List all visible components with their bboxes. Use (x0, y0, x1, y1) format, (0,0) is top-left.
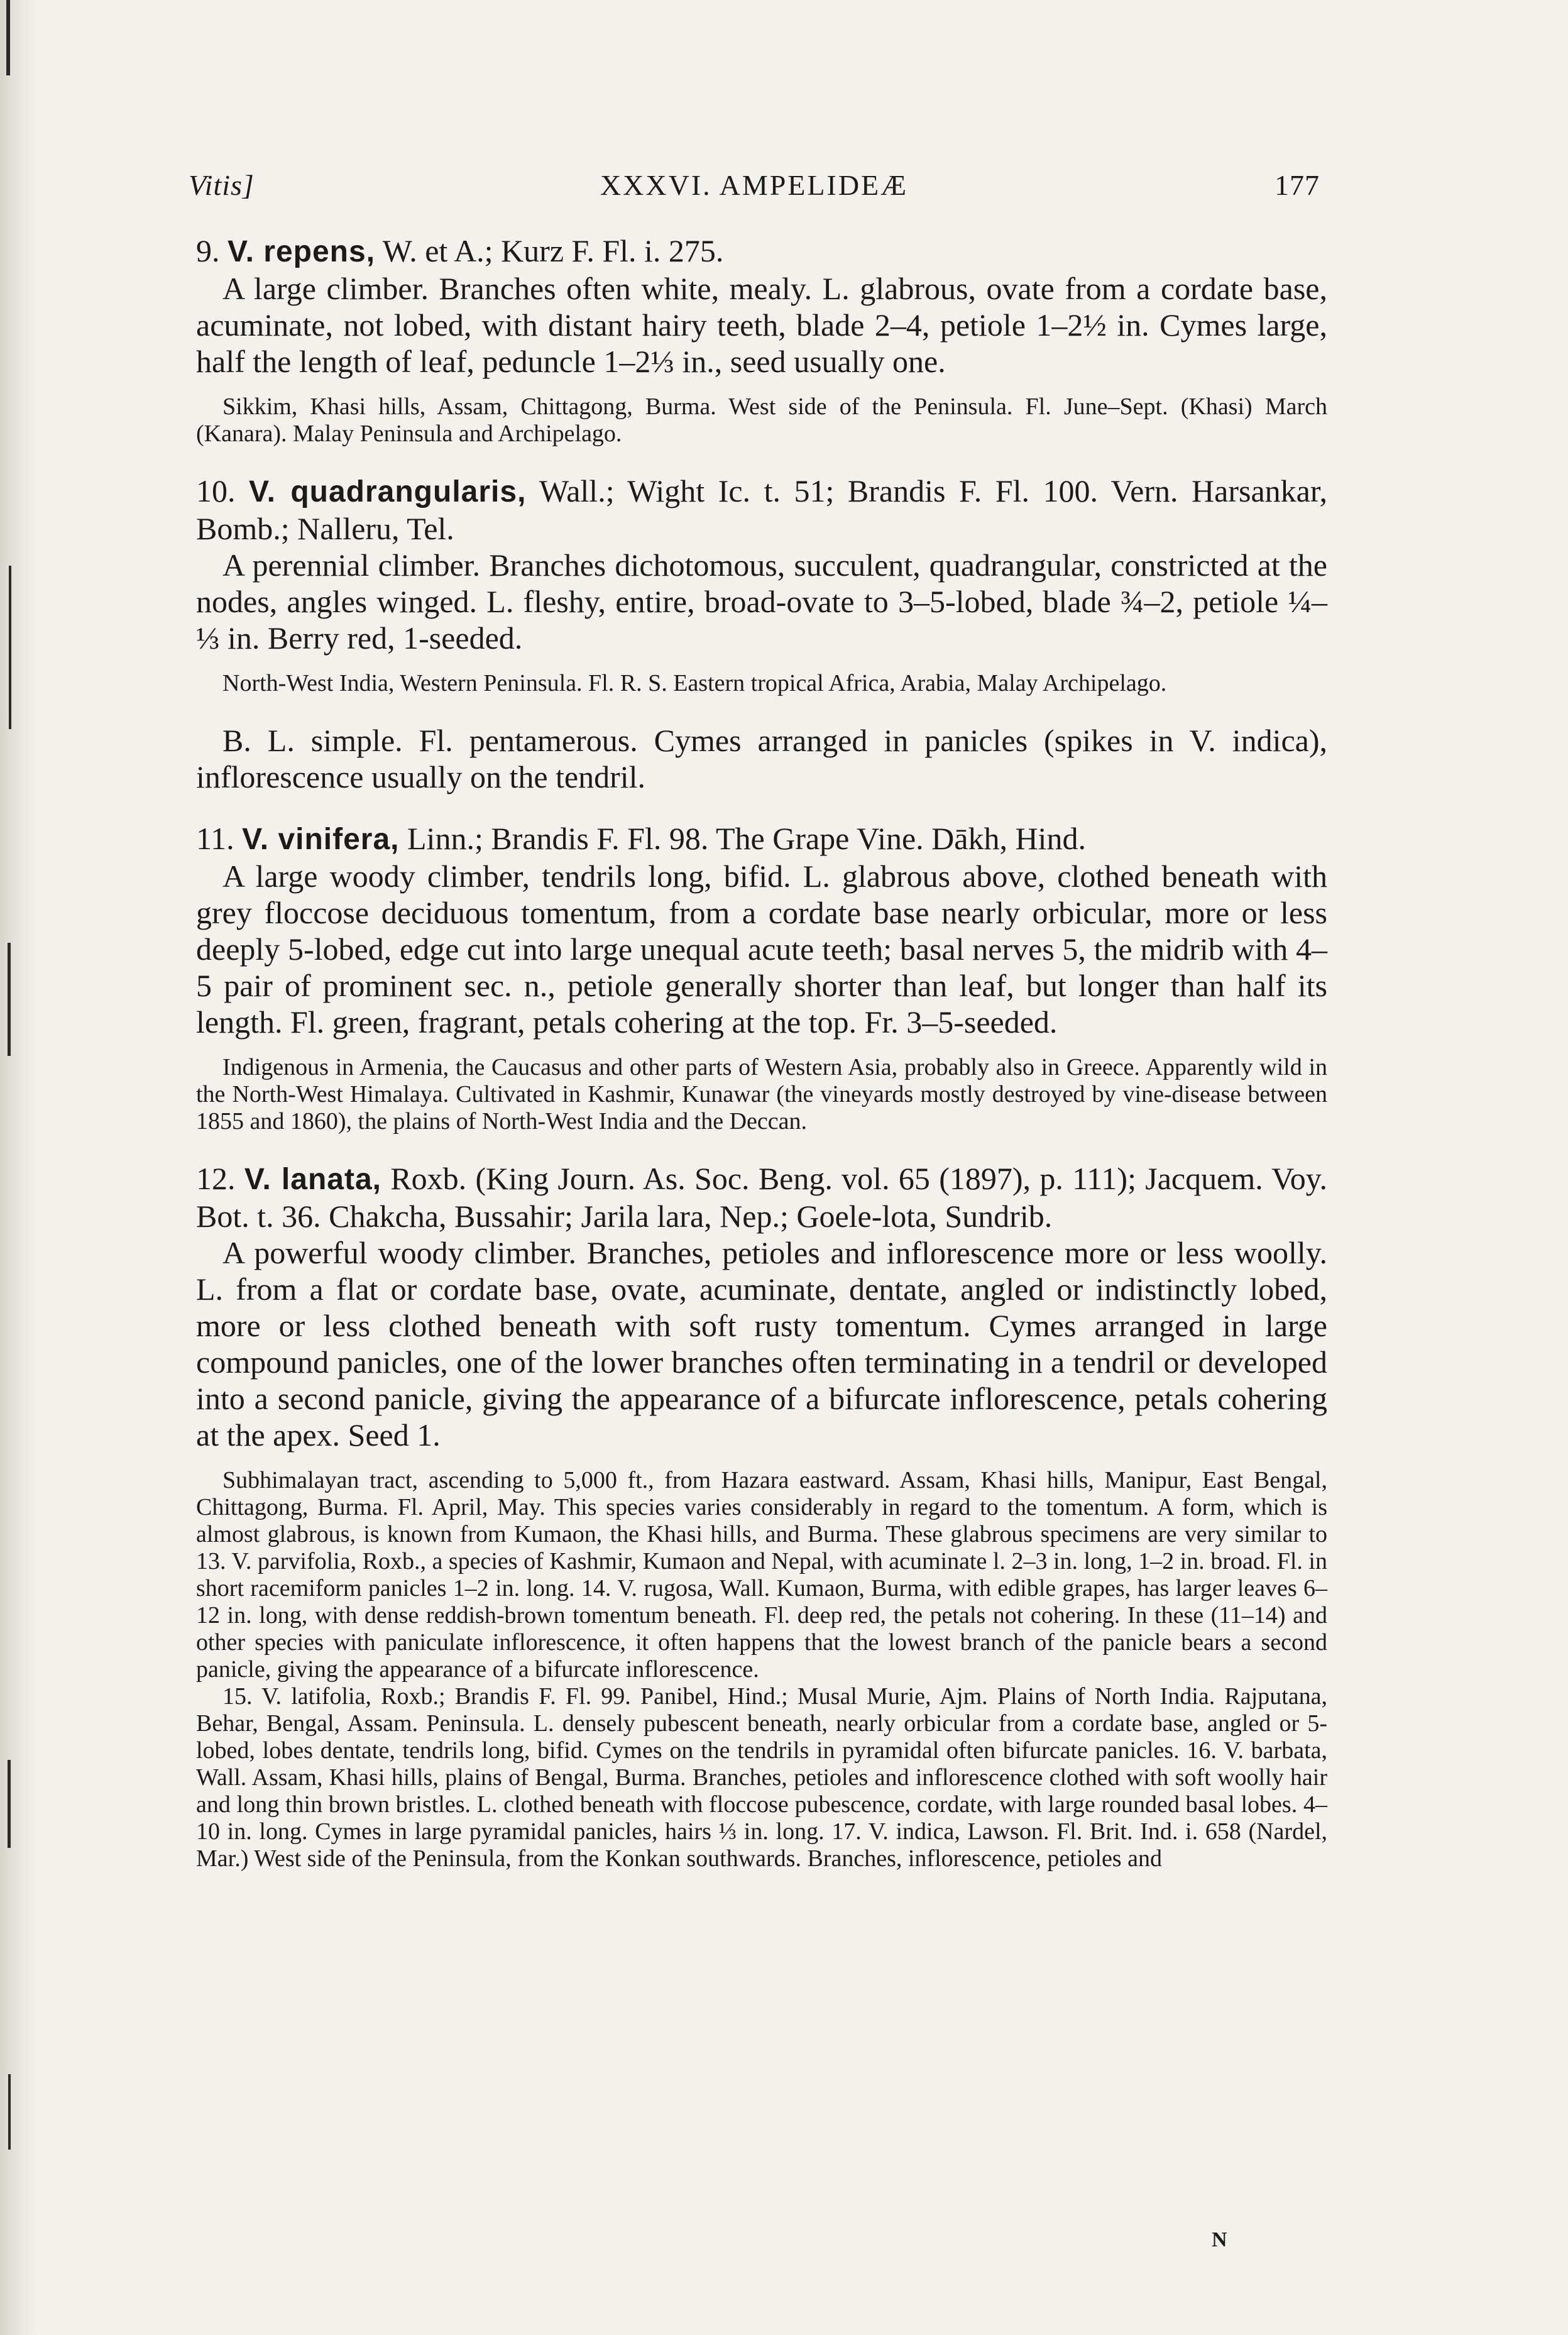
binding-shadow (8, 1760, 11, 1848)
species-number: 12. (196, 1161, 236, 1196)
page-body (196, 233, 1327, 1898)
species-name: V. vinifera, (242, 823, 400, 856)
species-number: 11. (196, 821, 234, 856)
species-entry (196, 1160, 1327, 1872)
species-name: V. repens, (228, 235, 376, 268)
species-heading (196, 473, 1327, 547)
species-description: A powerful woody climber. Branches, petioles and inflorescence more or less woolly. L. from a flat or cordate base, ovate, acuminate, dentate, angled or indistinctly lobed, more or less clothed beneath with soft rusty tomentum. Cymes arranged in large compound panicles, one of the lower branches often terminating in a tendril or developed into a second panicle, giving the appearance of a bifurcate inflorescence, petals cohering at the apex. Seed 1. (196, 1235, 1327, 1453)
species-heading (196, 1160, 1327, 1234)
signature-mark: N (1212, 2228, 1227, 2251)
species-citation: Roxb. (King Journ. As. Soc. Beng. vol. 65 (1897), p. 111); Jacquem. Voy. Bot. t. 36. Chakcha, Bussahir; Jarila lara, Nep.; Goele-lota, Sundrib. (196, 1161, 1328, 1234)
binding-edge (0, 0, 39, 2335)
species-heading (196, 233, 1327, 270)
species-description: A large climber. Branches often white, mealy. L. glabrous, ovate from a cordate base, acuminate, not lobed, with distant hairy teeth, blade 2–4, petiole 1–2½ in. Cymes large, half the length of leaf, peduncle 1–2⅓ in., seed usually one. (196, 271, 1327, 379)
species-entry (196, 820, 1327, 1135)
species-citation: Wall.; Wight Ic. t. 51; Brandis F. Fl. 100. Vern. Harsankar, Bomb.; Nalleru, Tel. (196, 473, 1327, 546)
header-family: XXXVI. AMPELIDEÆ (600, 169, 909, 201)
species-distribution: Sikkim, Khasi hills, Assam, Chittagong, Burma. West side of the Peninsula. Fl. June–Sept. (Khasi) March (Kanara). Malay Peninsula and Archipelago. (196, 393, 1327, 447)
species-number: 9. (196, 233, 220, 268)
species-description: A perennial climber. Branches dichotomous, succulent, quadrangular, constricted at the nodes, angles winged. L. fleshy, entire, broad-ovate to 3–5-lobed, blade ¾–2, petiole ¼–⅓ in. Berry red, 1-seeded. (196, 547, 1327, 656)
binding-shadow (8, 2074, 11, 2150)
binding-shadow (6, 0, 10, 75)
species-distribution: Subhimalayan tract, ascending to 5,000 ft., from Hazara eastward. Assam, Khasi hills, Manipur, East Bengal, Chittagong, Burma. Fl. April, May. This species varies considerably in regard to the tomentum. A form, which is almost glabrous, is known from Kumaon, the Khasi hills, and Burma. These glabrous specimens are very similar to 13. V. parvifolia, Roxb., a species of Kashmir, Kumaon and Nepal, with acuminate l. 2–3 in. long, 1–2 in. broad. Fl. in short racemiform panicles 1–2 in. long. 14. V. rugosa, Wall. Kumaon, Burma, with edible grapes, has larger leaves 6–12 in. long, with dense reddish-brown tomentum beneath. Fl. deep red, the petals not cohering. In these (11–14) and other species with paniculate inflorescence, it often happens that the lowest branch of the panicle bears a second panicle, giving the appearance of a bifurcate inflorescence. (196, 1467, 1327, 1683)
header-genus: Vitis] (189, 169, 255, 201)
group-heading (196, 722, 1327, 795)
page-number: 177 (1275, 169, 1320, 201)
species-entry (196, 233, 1327, 448)
species-distribution: North-West India, Western Peninsula. Fl. R. S. Eastern tropical Africa, Arabia, Malay Archipelago. (222, 670, 1167, 696)
running-header (189, 168, 1320, 207)
species-citation: Linn.; Brandis F. Fl. 98. The Grape Vine. Dākh, Hind. (407, 821, 1086, 856)
species-description: A large woody climber, tendrils long, bifid. L. glabrous above, clothed beneath with grey floccose deciduous tomentum, from a cordate base nearly orbicular, more or less deeply 5-lobed, edge cut into large unequal acute teeth; basal nerves 5, the midrib with 4–5 pair of prominent sec. n., petiole generally shorter than leaf, but longer than half its length. Fl. green, fragrant, petals cohering at the top. Fr. 3–5-seeded. (196, 859, 1327, 1040)
species-name: V. quadrangularis, (249, 475, 527, 508)
binding-shadow (9, 566, 11, 729)
species-citation: W. et A.; Kurz F. Fl. i. 275. (382, 233, 724, 268)
species-number: 10. (196, 473, 236, 508)
species-entry (196, 473, 1327, 697)
binding-shadow (8, 943, 11, 1056)
species-distribution: Indigenous in Armenia, the Caucasus and other parts of Western Asia, probably also in Greece. Apparently wild in the North-West Himalaya. Cultivated in Kashmir, Kunawar (the vineyards mostly destroyed by vine-disease between 1855 and 1860), the plains of North-West India and the Deccan. (196, 1054, 1327, 1135)
species-heading (196, 820, 1327, 858)
species-name: V. lanata, (244, 1163, 381, 1196)
group-b-description: B. L. simple. Fl. pentamerous. Cymes arranged in panicles (spikes in V. indica), inflorescence usually on the tendril. (196, 723, 1327, 794)
related-species-note: 15. V. latifolia, Roxb.; Brandis F. Fl. 99. Panibel, Hind.; Musal Murie, Ajm. Plains of North India. Rajputana, Behar, Bengal, Assam. Peninsula. L. densely pubescent beneath, nearly orbicular from a cordate base, angled or 5-lobed, lobes dentate, tendrils long, bifid. Cymes on the tendrils in pyramidal often bifurcate panicles. 16. V. barbata, Wall. Assam, Khasi hills, plains of Bengal, Burma. Branches, petioles and inflorescence clothed with soft woolly hair and long thin brown bristles. L. clothed beneath with floccose pubescence, cordate, with large rounded basal lobes. 4–10 in. long. Cymes in large pyramidal panicles, hairs ⅓ in. long. 17. V. indica, Lawson. Fl. Brit. Ind. i. 658 (Nardel, Mar.) West side of the Peninsula, from the Konkan southwards. Branches, inflorescence, petioles and (196, 1683, 1327, 1872)
